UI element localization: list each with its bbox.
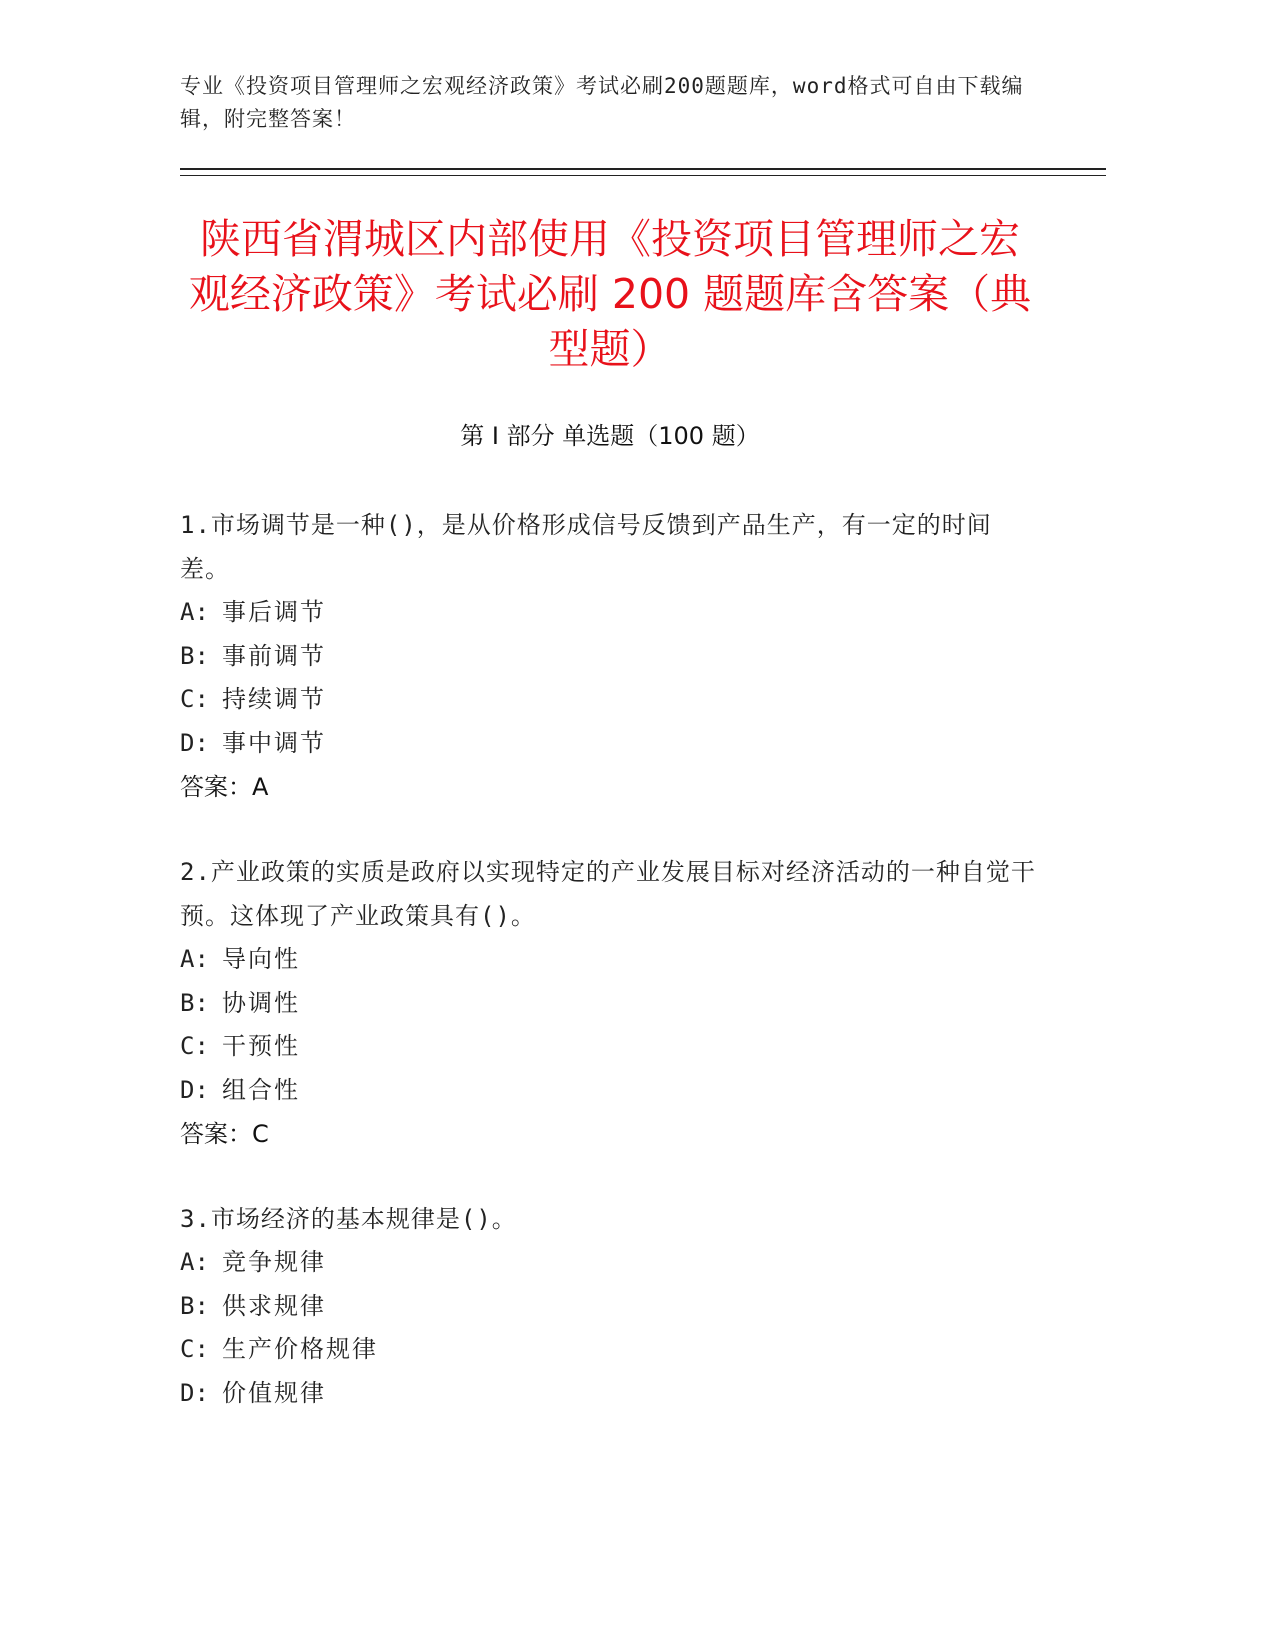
option-text: 事中调节: [222, 728, 326, 757]
option-key: B:: [180, 1291, 209, 1320]
option-d: [180, 1069, 1040, 1113]
option-key: D:: [180, 728, 209, 757]
option-text: 干预性: [222, 1032, 300, 1060]
option-text: 竞争规律: [222, 1248, 326, 1276]
option-key: C:: [180, 1335, 209, 1363]
option-b: [180, 982, 1040, 1026]
option-key: A:: [180, 1248, 209, 1276]
header-divider-thick: [180, 168, 1106, 170]
option-text: 事后调节: [222, 598, 326, 626]
option-text: 生产价格规律: [222, 1335, 378, 1363]
header-note: 专业《投资项目管理师之宏观经济政策》考试必刷200题题库，word格式可自由下载编辑，附完整答案！: [180, 74, 1024, 131]
option-text: 组合性: [222, 1075, 300, 1104]
option-text: 导向性: [222, 945, 300, 973]
option-key: B:: [180, 988, 209, 1017]
option-text: 协调性: [222, 988, 300, 1017]
option-d: [180, 722, 1040, 766]
option-a: [180, 1241, 1040, 1285]
option-key: D:: [180, 1378, 209, 1407]
option-key: D:: [180, 1075, 209, 1104]
question-stem: 3.市场经济的基本规律是()。: [180, 1205, 517, 1233]
question-item: [180, 1197, 1040, 1415]
section-title: 第 I 部分 单选题（100 题）: [460, 422, 760, 450]
option-key: B:: [180, 641, 209, 670]
option-key: C:: [180, 685, 209, 713]
option-text: 事前调节: [222, 641, 326, 670]
option-c: [180, 678, 1040, 722]
option-a: [180, 938, 1040, 982]
question-item: [180, 503, 1040, 809]
option-key: A:: [180, 598, 209, 626]
question-answer: 答案：C: [180, 1120, 269, 1148]
option-d: [180, 1372, 1040, 1416]
document-title: 陕西省渭城区内部使用《投资项目管理师之宏观经济政策》考试必刷 200 题题库含答案（典型题）: [188, 215, 1032, 373]
question-stem: 1.市场调节是一种()，是从价格形成信号反馈到产品生产，有一定的时间差。: [180, 511, 992, 583]
option-key: A:: [180, 945, 209, 973]
option-a: [180, 591, 1040, 635]
question-stem: 2.产业政策的实质是政府以实现特定的产业发展目标对经济活动的一种自觉干预。这体现了产业政策具有()。: [180, 858, 1036, 930]
question-list: [180, 503, 1040, 1456]
option-text: 供求规律: [222, 1291, 326, 1320]
header-divider-thin: [180, 175, 1106, 176]
option-text: 持续调节: [222, 685, 326, 713]
question-item: [180, 850, 1040, 1156]
option-key: C:: [180, 1032, 209, 1060]
option-c: [180, 1328, 1040, 1372]
option-c: [180, 1025, 1040, 1069]
question-answer: 答案：A: [180, 773, 269, 801]
option-b: [180, 1285, 1040, 1329]
option-text: 价值规律: [222, 1378, 326, 1407]
option-b: [180, 635, 1040, 679]
